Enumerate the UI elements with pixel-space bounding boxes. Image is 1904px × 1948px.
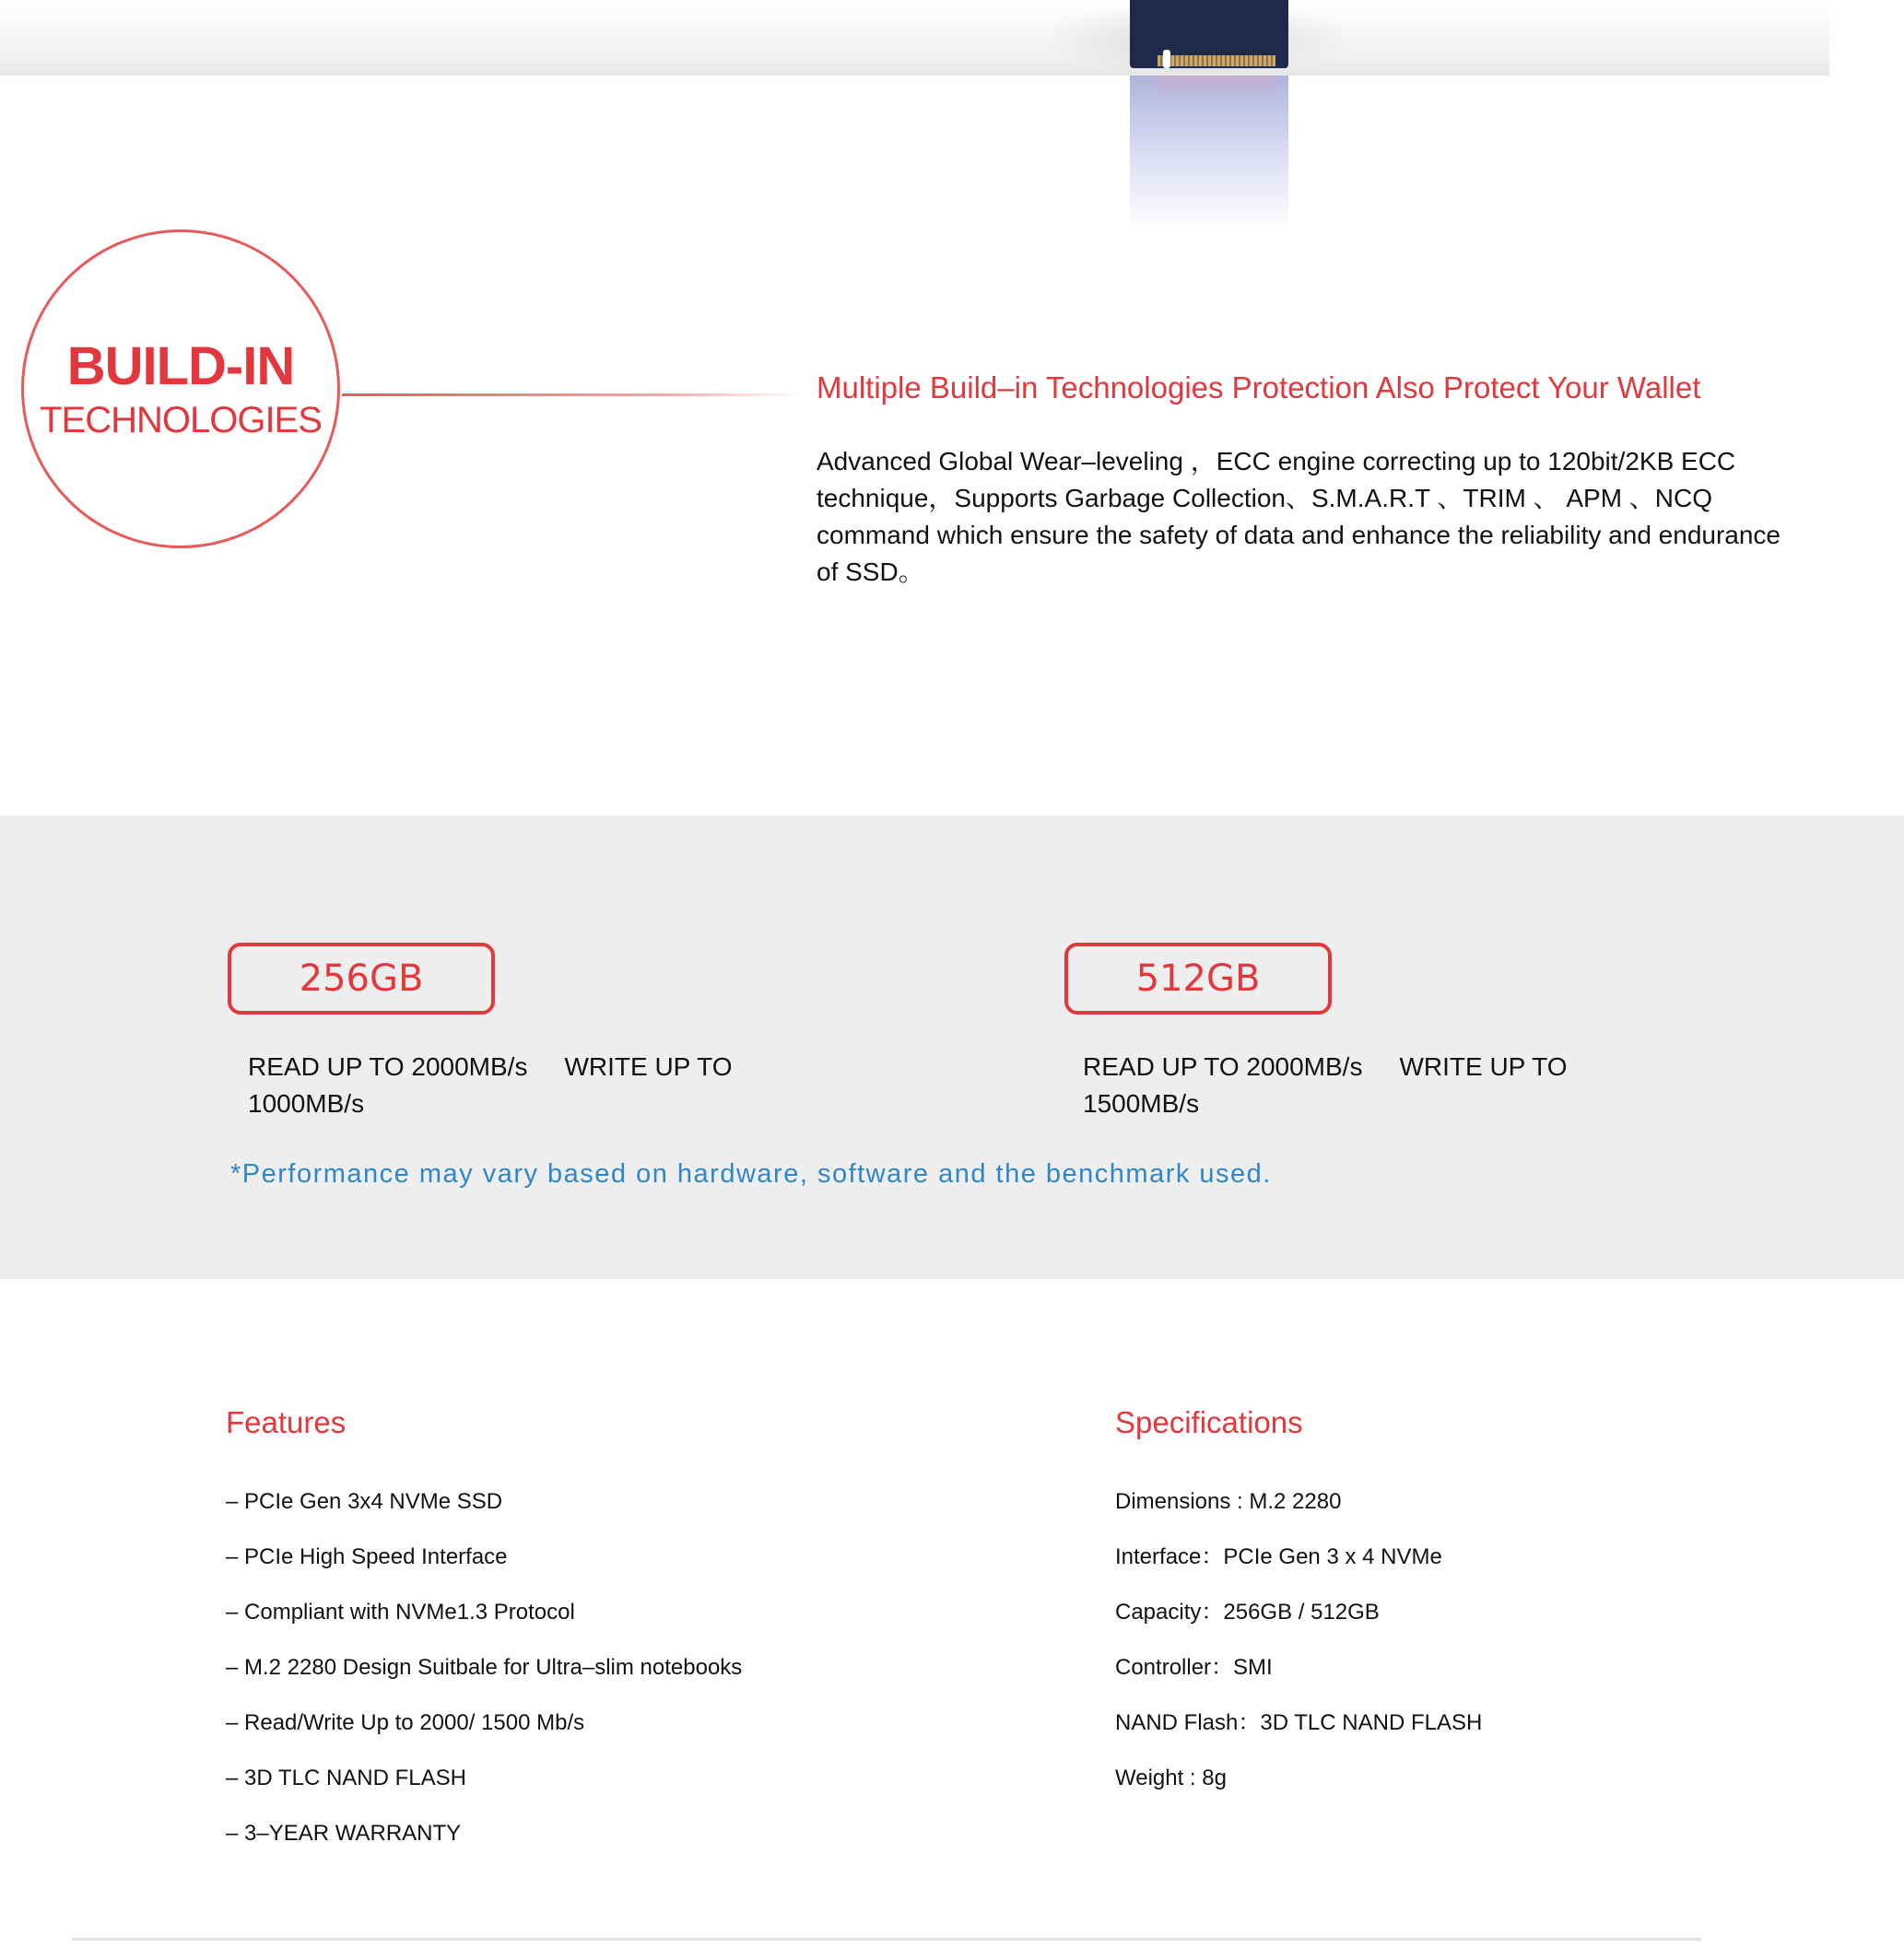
feature-item: – 3–YEAR WARRANTY	[226, 1821, 462, 1846]
badge-connector-line	[342, 393, 803, 396]
badge-line-1: BUILD-IN	[66, 336, 295, 396]
speed-512gb	[1083, 1049, 1599, 1122]
spec-item: NAND Flash：3D TLC NAND FLASH	[1115, 1710, 1483, 1735]
technologies-heading: Multiple Build–in Technologies Protection Also Protect Your Wallet	[817, 370, 1701, 405]
spec-item: Dimensions : M.2 2280	[1115, 1489, 1342, 1514]
write-speed-256gb: WRITE UP TO 1000MB/s	[248, 1052, 733, 1118]
capacity-256gb-label: 256GB	[228, 943, 495, 1015]
read-speed-256gb: READ UP TO 2000MB/s	[248, 1052, 528, 1081]
performance-section	[0, 816, 1904, 1279]
feature-item: – 3D TLC NAND FLASH	[226, 1766, 466, 1790]
features-heading: Features	[226, 1405, 347, 1439]
feature-item: – PCIe Gen 3x4 NVMe SSD	[226, 1489, 503, 1514]
build-in-technologies-badge	[21, 229, 340, 548]
section-divider	[72, 1938, 1701, 1941]
spec-item: Weight : 8g	[1115, 1766, 1227, 1790]
specifications-list	[1115, 1487, 1482, 1819]
technologies-description: Advanced Global Wear–leveling ，ECC engine correcting up to 120bit/2KB ECC technique，Supports Garbage Collection、S.M.A.R.T 、TRIM 、 APM 、NCQ command which ensure the safety of data and enhance the reliability and endurance of SSD。	[817, 447, 1781, 586]
performance-disclaimer: *Performance may vary based on hardware, software and the benchmark used.	[230, 1159, 1272, 1189]
capacity-512gb-label: 512GB	[1064, 943, 1332, 1015]
specifications-heading: Specifications	[1115, 1405, 1303, 1439]
write-speed-512gb: WRITE UP TO 1500MB/s	[1083, 1052, 1568, 1118]
spec-item: Interface：PCIe Gen 3 x 4 NVMe	[1115, 1544, 1442, 1569]
read-speed-512gb: READ UP TO 2000MB/s	[1083, 1052, 1363, 1081]
feature-item: – Read/Write Up to 2000/ 1500 Mb/s	[226, 1710, 585, 1735]
feature-item: – M.2 2280 Design Suitbale for Ultra–slim notebooks	[226, 1655, 743, 1680]
ssd-product-image	[1130, 0, 1288, 230]
features-list	[226, 1487, 742, 1874]
spec-item: Capacity：256GB / 512GB	[1115, 1600, 1380, 1625]
badge-line-2: TECHNOLOGIES	[40, 400, 322, 440]
feature-item: – PCIe High Speed Interface	[226, 1544, 508, 1569]
speed-256gb	[248, 1049, 764, 1122]
product-hero-band	[0, 0, 1829, 76]
spec-item: Controller：SMI	[1115, 1655, 1273, 1680]
feature-item: – Compliant with NVMe1.3 Protocol	[226, 1600, 575, 1625]
